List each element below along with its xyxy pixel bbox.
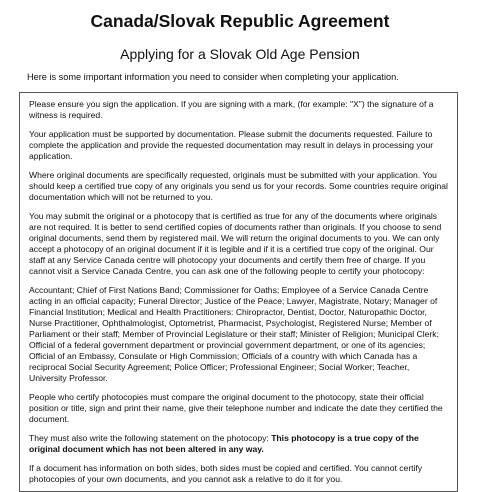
document-subtitle: Applying for a Slovak Old Age Pension — [120, 46, 360, 62]
paragraph-certifiers-list: Accountant; Chief of First Nations Band; Commissioner for Oaths; Employee of a Service Canada Centre acting in an official capacity; Funeral Director; Justice of the Peace; Lawyer, Magistrate, Notary; Manager of Financial Institution; Medical and Health Practitioners: Chiropractor, Dentist, Doctor, Naturopathic Doctor, Nurse Practitioner, Ophthalmologist, Optometrist, Pharmacist, Psychologist, Registered Nurse; Member of Parliament or their staff; Member of Provincial Legislature or their staff; Minister of Religion; Municipal Clerk; Official of a federal government department or provincial government department, or one of its agencies; Official of an Embassy, Consulate or High Commission; Officials of a country with which Canada has a reciprocal Social Security Agreement; Police Officer; Professional Engineer; Social Worker; Teacher, University Professor. — [29, 285, 439, 383]
statement-bold: This photocopy is a true copy of the original document which has not been altered in any way. — [29, 433, 419, 454]
paragraph-certification-process: People who certify photocopies must compare the original document to the photocopy, state their official position or title, sign and print their name, give their telephone number and indicate the date they certified the document. — [29, 392, 443, 424]
paragraph-documentation: Your application must be supported by documentation. Please submit the documents requested. Failure to complete the application and provide the requested documentation may result in delays in processing your application. — [29, 129, 434, 161]
instructions-box — [19, 92, 458, 492]
paragraph-signature: Please ensure you sign the application. If you are signing with a mark, (for example: "X") the signature of a witness is required. — [29, 99, 434, 120]
paragraph-statement — [29, 433, 448, 455]
paragraph-photocopies: You may submit the original or a photocopy that is certified as true for any of the documents where originals are not required. It is better to send certified copies of documents rather than originals. If you choose to send original documents, send them by registered mail. We will return the original documents to you. We can only accept a photocopy of an original document if it is legible and if it is a certified true copy of the original. Our staff at any Service Canada centre will photocopy your documents and certify them free of charge. If you cannot visit a Service Canada Centre, you can ask one of the following people to certify your photocopy: — [29, 211, 442, 276]
paragraph-both-sides: If a document has information on both sides, both sides must be copied and certified. You cannot certify photocopies of your own documents, and you cannot ask a relative to do it for you. — [29, 463, 423, 484]
document-title: Canada/Slovak Republic Agreement — [90, 11, 390, 31]
statement-prefix: They must also write the following statement on the photocopy: — [29, 433, 272, 443]
intro-text: Here is some important information you need to consider when completing your application. — [27, 72, 399, 82]
paragraph-originals: Where original documents are specifically requested, originals must be submitted with your application. You should keep a certified true copy of any originals you send us for your records. Some countries require original documentation which will not be returned to you. — [29, 170, 448, 202]
